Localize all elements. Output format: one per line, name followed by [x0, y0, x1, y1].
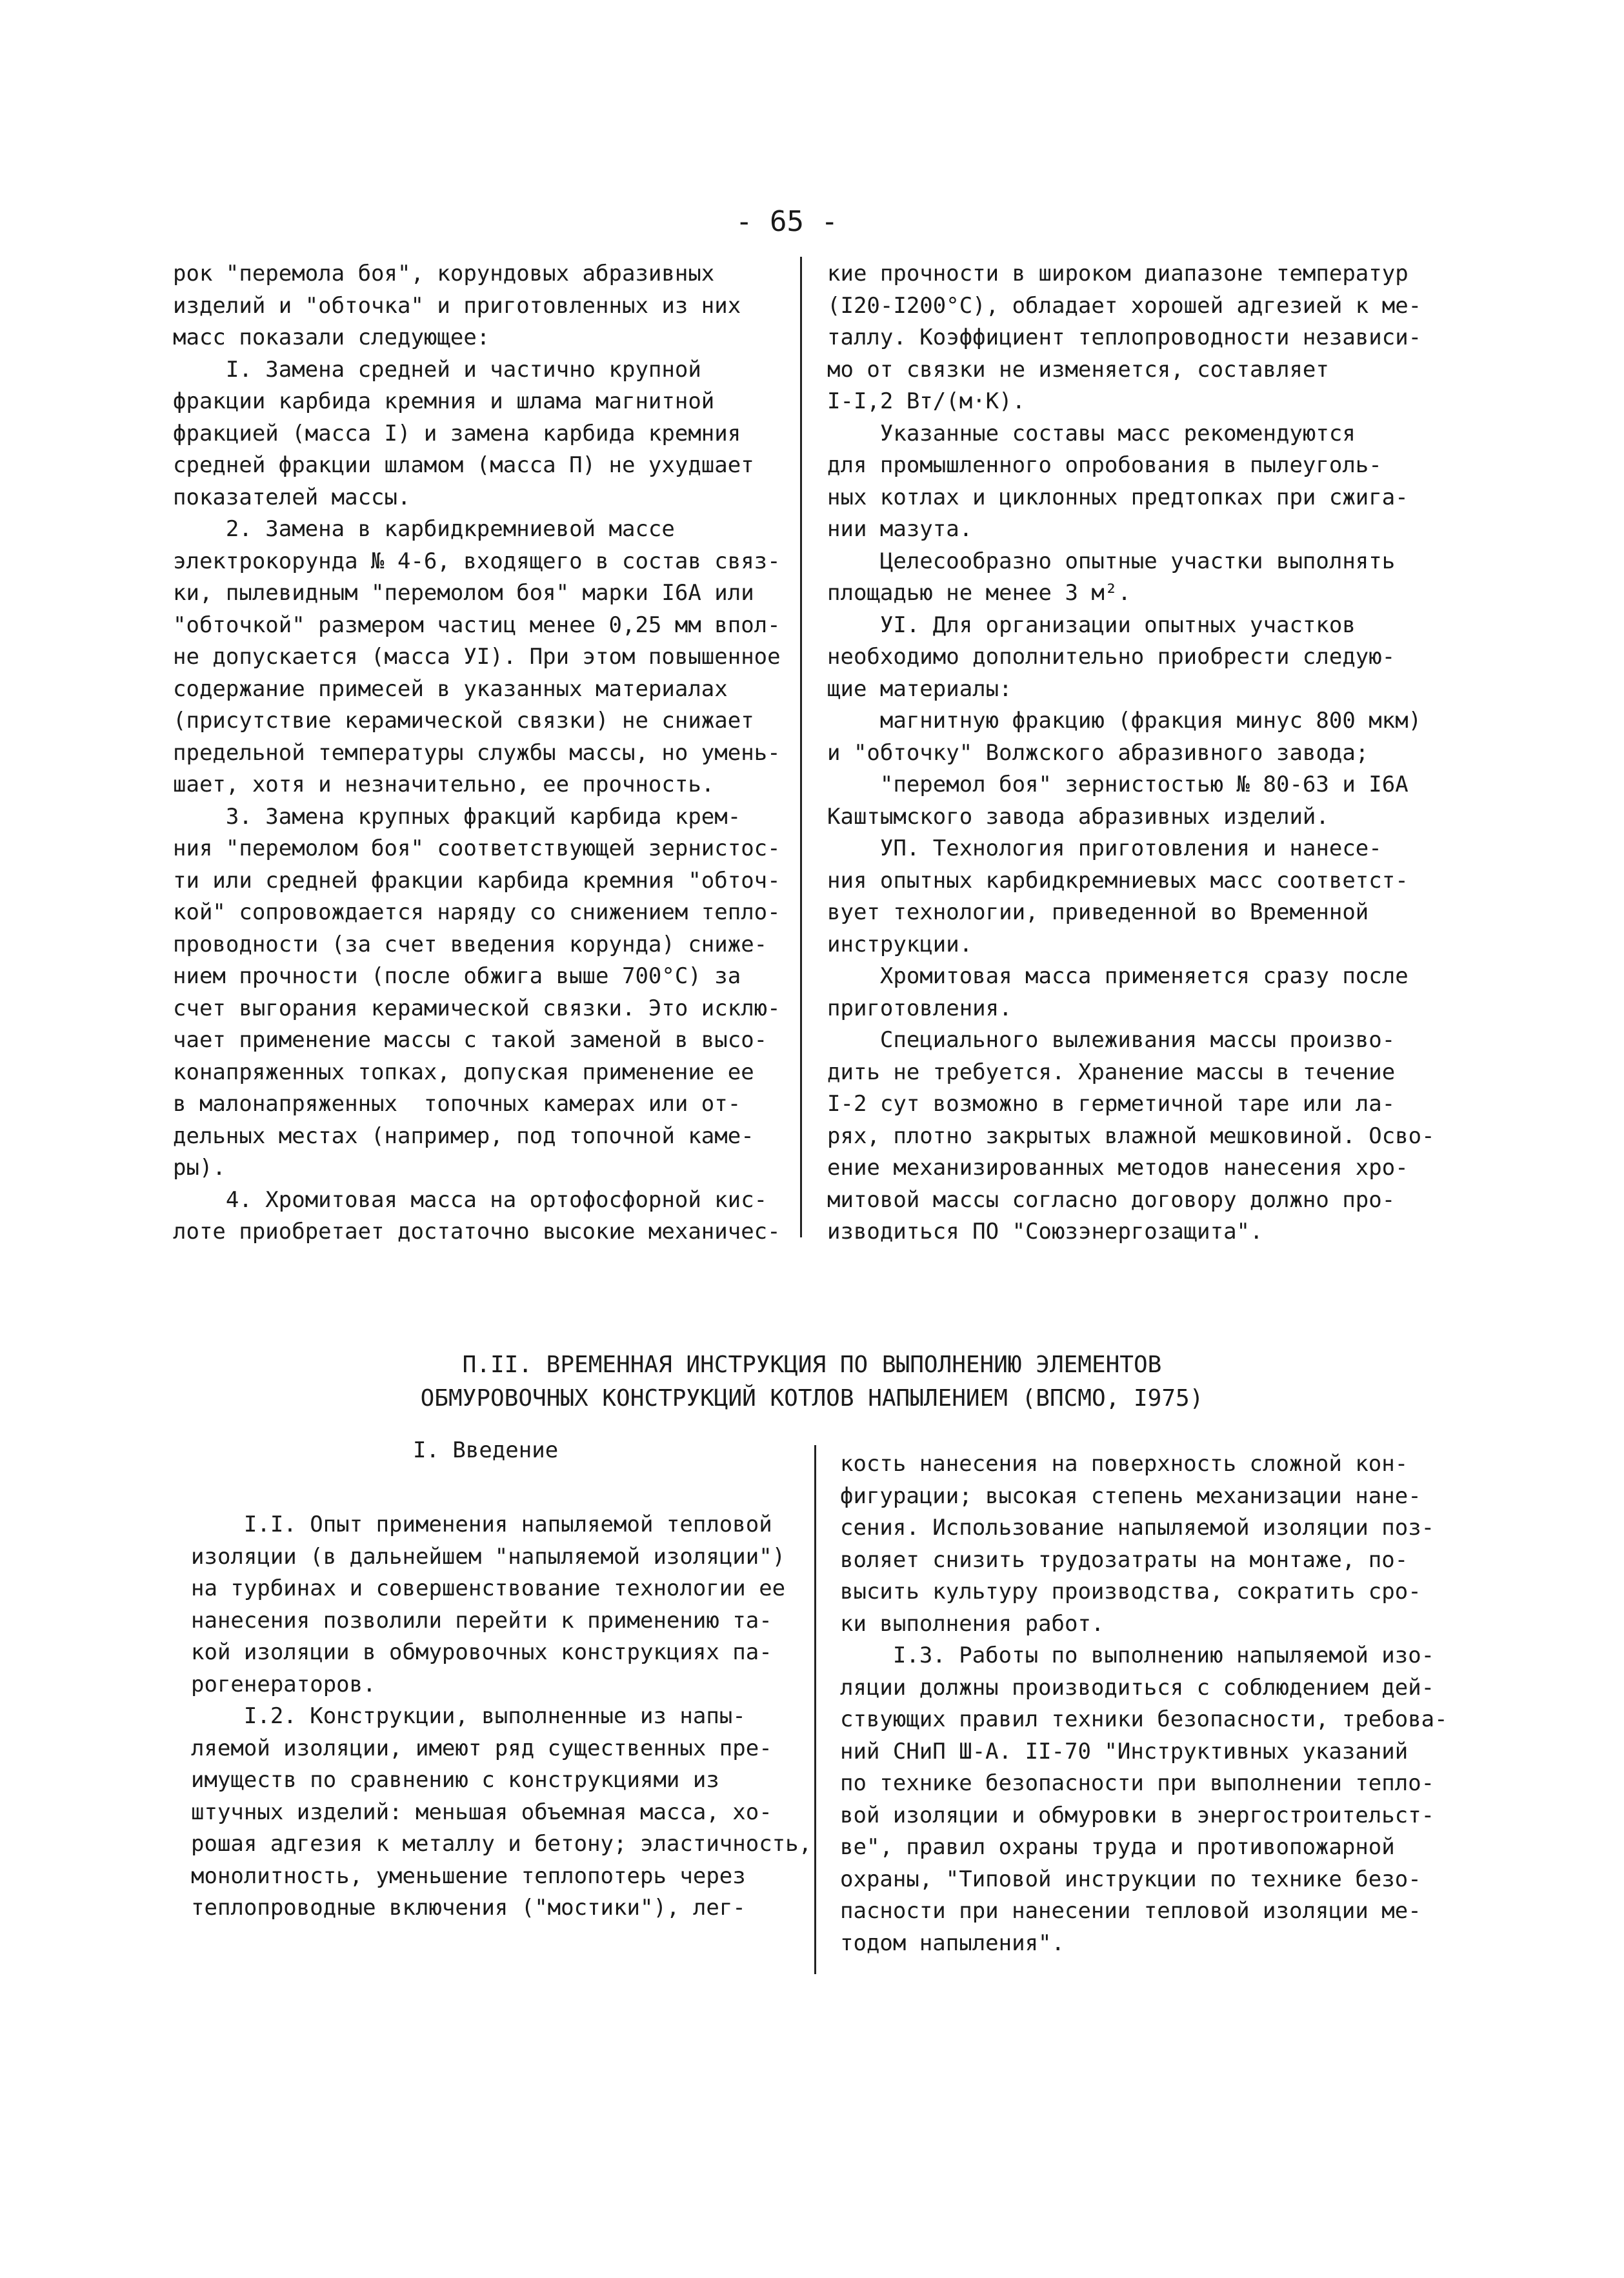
text-line: изделий и "обточка" и приготовленных из них — [173, 292, 741, 319]
text-line: высить культуру производства, сократить сро- — [840, 1579, 1421, 1604]
text-line: нием прочности (после обжига выше 700°С) за — [173, 963, 741, 989]
text-line: ры). — [173, 1155, 226, 1181]
text-column-2 — [827, 258, 1447, 1248]
text-line: проводности (за счет введения корунда) сниже- — [173, 931, 768, 957]
text-line: на турбинах и совершенствование технологии ее — [191, 1575, 786, 1601]
column-divider — [814, 1445, 816, 1974]
text-line: Специального вылеживания массы произво- — [827, 1027, 1396, 1053]
text-line: I.3. Работы по выполнению напыляемой изо- — [840, 1643, 1435, 1668]
text-line: инструкции. — [827, 931, 973, 957]
text-line: рок "перемола боя", корундовых абразивных — [173, 261, 715, 286]
text-line: митовой массы согласно договору должно про- — [827, 1186, 1396, 1213]
text-line: ния опытных карбидкремниевых масс соответст- — [827, 867, 1408, 894]
text-line: ствующих правил техники безопасности, требова- — [840, 1706, 1448, 1732]
column-divider — [800, 257, 802, 1237]
text-line: I-I,2 Вт/(м·К). — [827, 388, 1026, 414]
text-line: Каштымского завода абразивных изделий. — [827, 803, 1329, 830]
text-line: средней фракции шламом (масса П) не ухудшает — [173, 452, 754, 478]
text-line: по технике безопасности при выполнении тепло- — [840, 1770, 1435, 1796]
text-line: (I20-I200°С), обладает хорошей адгезией к ме- — [827, 292, 1422, 319]
text-line: I-2 сут возможно в герметичной таре или ла- — [827, 1091, 1396, 1117]
text-line: дельных местах (например, под топочной каме- — [173, 1123, 754, 1149]
text-line: (присутствие керамической связки) не снижает — [173, 708, 754, 734]
text-line: фракцией (масса I) и замена карбида кремния — [173, 420, 741, 446]
text-line: теплопроводные включения ("мостики"), лег- — [191, 1895, 746, 1921]
text-line: кие прочности в широком диапазоне температур — [827, 261, 1408, 286]
text-line: сения. Использование напыляемой изоляции поз- — [840, 1515, 1435, 1541]
page-number: - 65 - — [736, 205, 838, 238]
text-column-4 — [840, 1448, 1459, 1959]
text-line: Хромитовая масса применяется сразу после — [827, 963, 1408, 989]
text-line: конапряженных топках, допуская применение ее — [173, 1059, 754, 1085]
text-line: площадью не менее 3 м². — [827, 580, 1131, 606]
text-line: кость нанесения на поверхность сложной кон- — [840, 1451, 1408, 1477]
text-line: ве", правил охраны труда и противопожарной — [840, 1834, 1395, 1860]
text-line: фигурации; высокая степень механизации нане- — [840, 1483, 1421, 1509]
text-line: масс показали следующее: — [173, 325, 490, 350]
section-title-line: П.II. ВРЕМЕННАЯ ИНСТРУКЦИЯ ПО ВЫПОЛНЕНИЮ ЭЛЕМЕНТОВ — [462, 1352, 1162, 1378]
text-line: ти или средней фракции карбида кремния "обточ- — [173, 867, 781, 894]
text-line: Указанные составы масс рекомендуются — [827, 420, 1356, 446]
text-line: содержание примесей в указанных материалах — [173, 675, 728, 702]
text-line: магнитную фракцию (фракция минус 800 мкм) — [827, 708, 1422, 734]
text-line: монолитность, уменьшение теплопотерь через — [191, 1863, 746, 1889]
text-line: кой" сопровождается наряду со снижением тепло- — [173, 899, 781, 925]
text-line: рошая адгезия к металлу и бетону; эластичность, — [191, 1831, 812, 1857]
text-column-1 — [173, 258, 792, 1248]
text-line: чает применение массы с такой заменой в высо- — [173, 1027, 768, 1053]
text-line: шает, хотя и незначительно, ее прочность. — [173, 772, 715, 797]
subheading-introduction: I. Введение — [413, 1437, 559, 1463]
text-line: необходимо дополнительно приобрести следую- — [827, 644, 1396, 670]
section-title-line: ОБМУРОВОЧНЫХ КОНСТРУКЦИЙ КОТЛОВ НАПЫЛЕНИЕМ (ВПСМО, I975) — [420, 1385, 1204, 1412]
text-line: дить не требуется. Хранение массы в течение — [827, 1059, 1396, 1085]
text-line: изводиться ПО "Союзэнергозащита". — [827, 1219, 1263, 1244]
text-line: штучных изделий: меньшая объемная масса, хо- — [191, 1799, 772, 1825]
text-line: нанесения позволили перейти к применению та- — [191, 1607, 772, 1634]
text-line: не допускается (масса УI). При этом повышенное — [173, 644, 781, 670]
text-line: приготовления. — [827, 995, 1012, 1021]
text-line: воляет снизить трудозатраты на монтаже, по- — [840, 1546, 1408, 1573]
text-line: фракции карбида кремния и шлама магнитной — [173, 388, 715, 414]
text-line: лоте приобретает достаточно высокие механичес- — [173, 1219, 781, 1244]
text-line: тодом напыления". — [840, 1930, 1065, 1956]
text-line: щие материалы: — [827, 675, 1012, 702]
text-line: рях, плотно закрытых влажной мешковиной. Осво- — [827, 1123, 1435, 1149]
text-line: и "обточку" Волжского абразивного завода; — [827, 739, 1369, 766]
text-line: ки, пылевидным "перемолом боя" марки I6A или — [173, 580, 754, 606]
text-line: 3. Замена крупных фракций карбида крем- — [173, 803, 741, 830]
text-line: имуществ по сравнению с конструкциями из — [191, 1767, 719, 1793]
text-line: в малонапряженных топочных камерах или от- — [173, 1091, 741, 1117]
text-line: вует технологии, приведенной во Временной — [827, 899, 1369, 925]
text-line: предельной температуры службы массы, но умень- — [173, 739, 781, 766]
text-line: ение механизированных методов нанесения хро- — [827, 1155, 1408, 1181]
text-line: рогенераторов. — [191, 1671, 376, 1697]
text-line: I. Замена средней и частично крупной — [173, 356, 701, 383]
text-line: показателей массы. — [173, 484, 411, 510]
text-line: изоляции (в дальнейшем "напыляемой изоляции") — [191, 1543, 786, 1570]
text-line: нии мазута. — [827, 516, 973, 542]
text-line: вой изоляции и обмуровки в энергостроительст- — [840, 1802, 1435, 1828]
section-title — [0, 1348, 1624, 1415]
text-line: счет выгорания керамической связки. Это исклю- — [173, 995, 781, 1021]
text-line: для промышленного опробования в пылеуголь- — [827, 452, 1382, 478]
text-line: ки выполнения работ. — [840, 1610, 1105, 1637]
text-column-3 — [191, 1477, 810, 1924]
text-line: "обточкой" размером частиц менее 0,25 мм впол- — [173, 612, 781, 638]
text-line: ния "перемолом боя" соответствующей зернистос- — [173, 835, 781, 861]
text-line: таллу. Коэффициент теплопроводности независи- — [827, 325, 1422, 350]
text-line: кой изоляции в обмуровочных конструкциях па- — [191, 1639, 772, 1665]
text-line: УП. Технология приготовления и нанесе- — [827, 835, 1382, 861]
text-line: 4. Хромитовая масса на ортофосфорной кис- — [173, 1186, 768, 1213]
text-line: ляемой изоляции, имеют ряд существенных пре- — [191, 1735, 772, 1761]
text-line: ний СНиП Ш-А. II-70 "Инструктивных указаний — [840, 1738, 1408, 1764]
text-line: УI. Для организации опытных участков — [827, 612, 1356, 638]
text-line: ляции должны производиться с соблюдением дей- — [840, 1674, 1435, 1701]
text-line: ных котлах и циклонных предтопках при сжига- — [827, 484, 1408, 510]
text-line: Целесообразно опытные участки выполнять — [827, 548, 1396, 574]
text-line: I.I. Опыт применения напыляемой тепловой — [191, 1512, 772, 1537]
text-line: I.2. Конструкции, выполненные из напы- — [191, 1703, 746, 1729]
text-line: пасности при нанесении тепловой изоляции ме- — [840, 1898, 1421, 1924]
text-line: электрокорунда № 4-6, входящего в состав связ- — [173, 548, 781, 574]
text-line: "перемол боя" зернистостью № 80-63 и I6A — [827, 772, 1408, 797]
text-line: охраны, "Типовой инструкции по технике безо- — [840, 1866, 1421, 1892]
text-line: 2. Замена в карбидкремниевой массе — [173, 516, 675, 542]
text-line: мо от связки не изменяется, составляет — [827, 356, 1329, 383]
